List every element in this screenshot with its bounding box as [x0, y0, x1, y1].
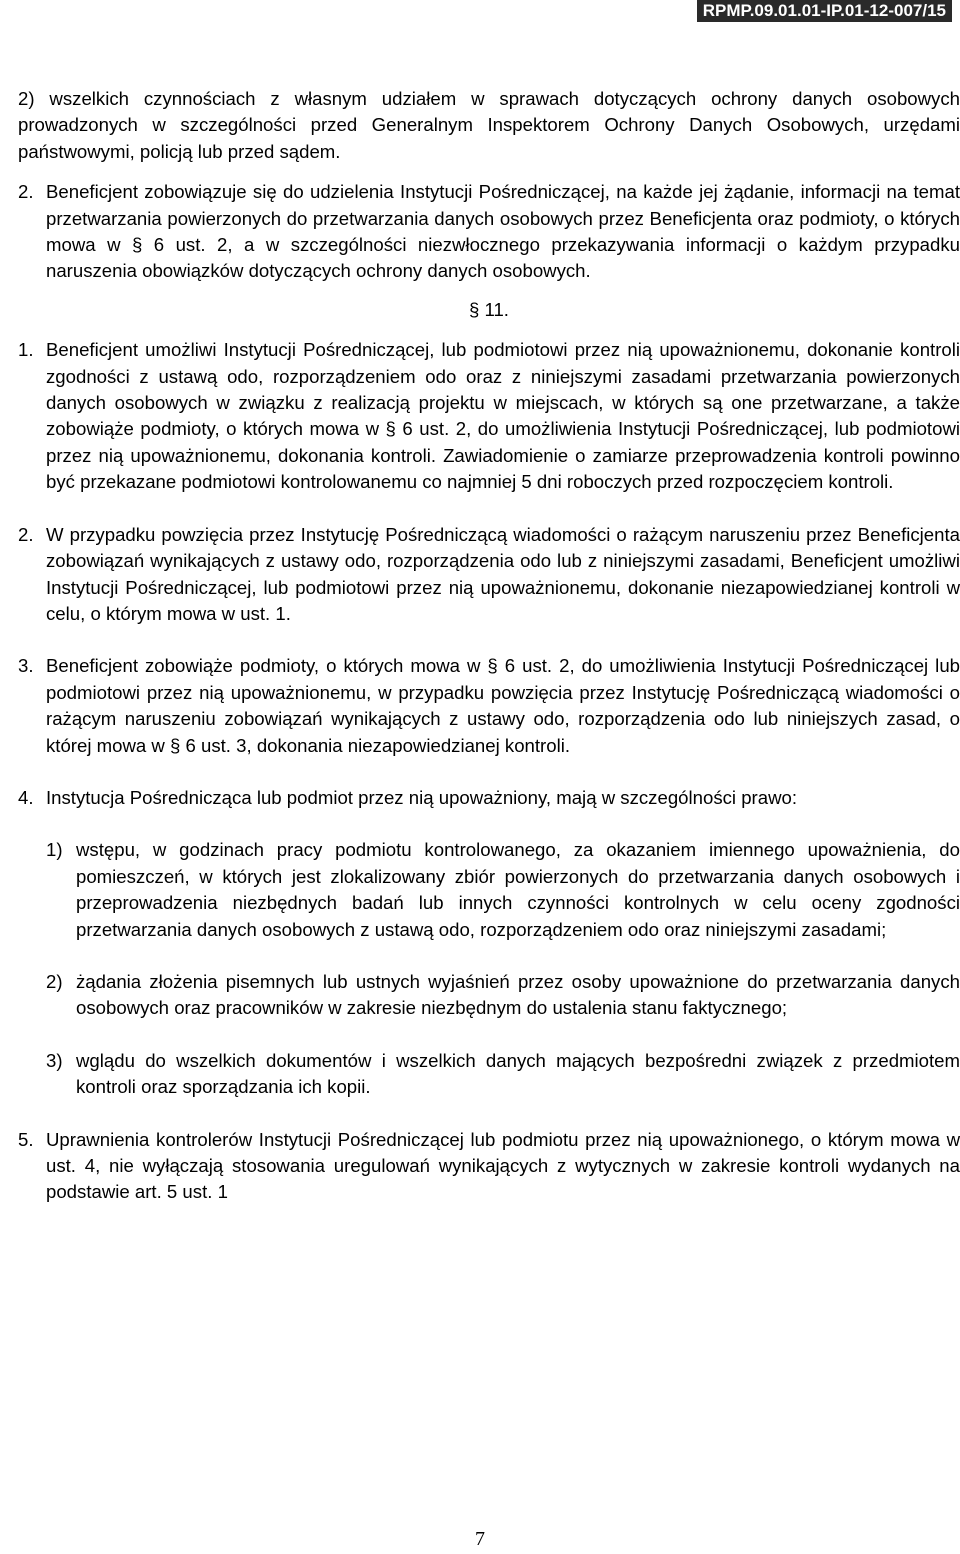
paragraph-5 — [18, 1127, 960, 1206]
list-item-number: 1) — [46, 839, 63, 861]
list-item-text: wglądu do wszelkich dokumentów i wszelkich danych mających bezpośredni związek z przedmiotem kontroli oraz sporządzania ich kopii. — [76, 1049, 960, 1098]
section-heading: § 11. — [469, 298, 509, 320]
list-item-text: żądania złożenia pisemnych lub ustnych wyjaśnień przez osoby upoważnione do przetwarzania danych osobowych oraz pracowników w zakresie niezbędnym do ustalenia stanu faktycznego; — [76, 970, 960, 1019]
paragraph-2 — [18, 522, 960, 628]
paragraph-number: 5. — [18, 1128, 34, 1150]
paragraph-text: Uprawnienia kontrolerów Instytucji Pośredniczącej lub podmiotu przez nią upoważnionego, o którym mowa w ust. 4, nie wyłączają stosowania uregulowań wynikających z wytycznych w zakresie kontroli wydanych na podstawie art. 5 ust. 1 — [46, 1128, 960, 1203]
page-header — [0, 0, 960, 26]
paragraph-text: W przypadku powzięcia przez Instytucję Pośredniczącą wiadomości o rażącym naruszeniu przez Beneficjenta zobowiązań wynikających z ustawy odo, rozporządzenia odo lub z niniejszymi zasadami, Beneficjent umożliwi Instytucji Pośredniczącej, lub podmiotowi przez nią upoważnionemu, dokonanie niezapowiedzianej kontroli w celu, o którym mowa w ust. 1. — [46, 523, 960, 624]
paragraph-number: 2. — [18, 181, 34, 203]
paragraph-text: Instytucja Pośrednicząca lub podmiot przez nią upoważniony, mają w szczególności prawo: — [46, 786, 798, 808]
paragraph-number: 3. — [18, 655, 34, 677]
paragraph-4 — [18, 785, 960, 811]
list-item — [46, 969, 960, 1022]
paragraph-text: Beneficjent umożliwi Instytucji Pośredniczącej, lub podmiotowi przez nią upoważnionemu, dokonanie kontroli zgodności z ustawą odo, rozporządzeniem odo oraz z niniejszymi zasadami przetwarzania powierzonych danych osobowych w związku z realizacją projektu w miejscach, w których są one przetwarzane, a także zobowiąże podmioty, o których mowa w § 6 ust. 2, do umożliwienia Instytucji Pośredniczącej, lub podmiotowi przez nią upoważnionemu, dokonania kontroli. Zawiadomienie o zamiarze przeprowadzenia kontroli powinno być przekazane podmiotowi kontrolowanemu co najmniej 5 dni roboczych przed rozpoczęciem kontroli. — [46, 339, 960, 493]
paragraph-3 — [18, 653, 960, 759]
list-item — [46, 837, 960, 943]
list-item-text: wstępu, w godzinach pracy podmiotu kontrolowanego, za okazaniem imiennego upoważnienia, do pomieszczeń, w których jest zlokalizowany zbiór powierzonych do przetwarzania danych osobowych i przeprowadzenia niezbędnych badań lub innych czynności kontrolnych w celu oceny zgodności przetwarzania danych osobowych z ustawą odo, rozporządzeniem odo oraz niniejszymi zasadami; — [76, 839, 960, 940]
page-number: 7 — [475, 1528, 485, 1550]
list-item-number: 2) — [46, 970, 63, 992]
list-item — [46, 1048, 960, 1101]
paragraph-text: Beneficjent zobowiązuje się do udzielenia Instytucji Pośredniczącej, na każde jej żądanie, informacji na temat przetwarzania powierzonych do przetwarzania danych osobowych przez Beneficjenta oraz podmioty, o których mowa w § 6 ust. 2, a w szczególności niezwłocznego przekazywania informacji o każdym przypadku naruszenia obowiązków dotyczących ochrony danych osobowych. — [46, 181, 960, 282]
paragraph-item-2-continued: 2) wszelkich czynnościach z własnym udziałem w sprawach dotyczących ochrony danych osobowych prowadzonych w szczególności przed Generalnym Inspektorem Ochrony Danych Osobowych, urzędami państwowymi, policją lub przed sądem. — [18, 88, 960, 162]
paragraph-text: Beneficjent zobowiąże podmioty, o których mowa w § 6 ust. 2, do umożliwienia Instytucji Pośredniczącej lub podmiotowi przez nią upoważnionemu, w przypadku powzięcia przez Instytucję Pośredniczącą wiadomości o rażącym naruszeniu zobowiązań wynikających z ustawy odo, rozporządzenia odo lub niniejszych zasad, o której mowa w § 6 ust. 3, dokonania niezapowiedzianej kontroli. — [46, 655, 960, 756]
paragraph-number: 1. — [18, 339, 34, 361]
paragraph-prev-section-2 — [18, 179, 960, 285]
document-body — [18, 86, 960, 1206]
document-code: RPMP.09.01.01-IP.01-12-007/15 — [697, 0, 952, 22]
paragraph-number: 4. — [18, 786, 34, 808]
paragraph-1 — [18, 337, 960, 495]
paragraph-number: 2. — [18, 523, 34, 545]
list-item-number: 3) — [46, 1049, 63, 1071]
